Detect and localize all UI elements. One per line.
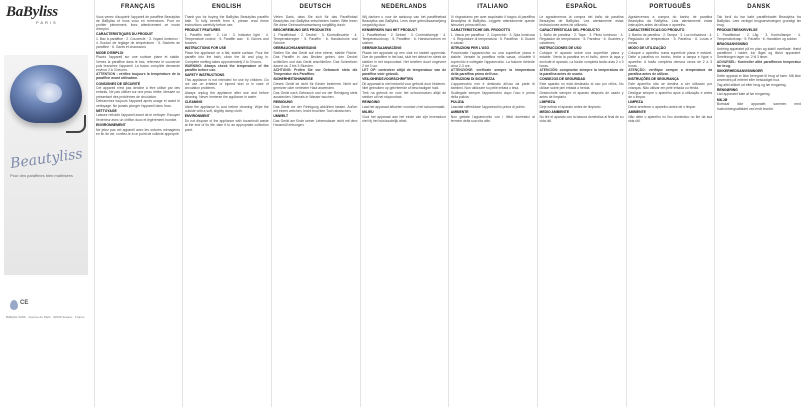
body-paragraph: Wij danken u voor de aankoop van het paraffinebad Beautyliss van BaByliss. Lees deze gebruiksaanwijzing zorgvuldig door. bbox=[362, 14, 447, 27]
section-heading: CONSEJOS DE SEGURIDAD bbox=[539, 77, 586, 82]
warning-text: WARNING: Always check the temperature of the paraffin before use. bbox=[184, 63, 269, 72]
language-body bbox=[717, 15, 801, 111]
column-divider bbox=[714, 0, 715, 407]
section-heading: CARACTERÍSTICAS DEL PRODUCTO bbox=[539, 28, 600, 33]
language-column bbox=[96, 4, 180, 406]
body-paragraph: Agradecemos a compra do banho de parafina Beautyliss da BaByliss. Leia atentamente estas instruções antes de utilizar o aparelho. bbox=[628, 14, 713, 27]
body-paragraph: Laissez refroidir l'appareil avant de le nettoyer. Essuyez l'extérieur avec un chiffon doux et légèrement humide. bbox=[96, 113, 180, 122]
section-heading: ENVIRONNEMENT bbox=[96, 122, 126, 127]
body-paragraph: Desenchufe siempre el aparato después de usarlo y antes de limpiarlo. bbox=[539, 90, 624, 100]
section-heading: GEBRUIKSAANWIJZING bbox=[362, 46, 402, 51]
language-column bbox=[450, 4, 535, 406]
body-paragraph: Allow the appliance to cool before cleaning. Wipe the outside with a soft, slightly damp cloth. bbox=[184, 105, 269, 114]
section-heading: LIMPEZA bbox=[628, 100, 644, 105]
body-paragraph: Do not dispose of the appliance with household waste at the end of its life; take it to an appropriate collection point. bbox=[184, 119, 269, 132]
section-heading: AMBIENTE bbox=[450, 110, 469, 115]
section-heading: UMWELT bbox=[273, 114, 289, 119]
section-heading: NETTOYAGE bbox=[96, 108, 117, 113]
section-heading: REINIGUNG bbox=[273, 100, 293, 105]
language-title: DANSK bbox=[747, 4, 771, 10]
product-name-script: Beautyliss bbox=[9, 146, 84, 172]
section-heading: KENMERKEN VAN HET PRODUCT bbox=[362, 28, 418, 33]
language-body bbox=[362, 15, 446, 124]
section-heading: MEDIO AMBIENTE bbox=[539, 110, 570, 115]
body-paragraph: Coloque o aparelho numa superfície plana e estável. Deite a parafina no banho, feche a tampa e ligue o aparelho. A fusão completa demora cerca de 2 a 3 horas. bbox=[628, 51, 713, 68]
body-paragraph: 1. Paraffinbad · 2. Låg · 3. Kontrollampe · 4. Temperaturknap · 5. Paraffin · 6. Handsker og sokker bbox=[716, 32, 801, 42]
body-paragraph: Não deite o aparelho no lixo doméstico no fim da sua vida útil. bbox=[628, 114, 713, 124]
body-paragraph: No tire el aparato con la basura doméstica al final de su vida útil. bbox=[539, 114, 624, 124]
body-paragraph: 1. Vasca per paraffina · 2. Coperchio · 3. Spia luminosa · 4. Regolatore di temperatura · 5. Paraffina · 6. Guanti e calzari bbox=[450, 32, 535, 46]
body-paragraph: Lasciate raffreddare l'apparecchio prima di pulirlo. bbox=[450, 105, 526, 110]
body-paragraph: 1. Paraffin bath · 2. Lid · 3. Indicator light · 4. Temperature control · 5. Paraffin wax · 6. Gloves and bootees bbox=[184, 32, 269, 46]
column-divider bbox=[360, 0, 361, 407]
language-body bbox=[96, 15, 180, 136]
warning-text: ATTENTION : vérifiez toujours la température de la paraffine avant utilisation. bbox=[96, 72, 180, 81]
product-tagline: Pour des paraffines bien maîtrisées bbox=[10, 173, 73, 178]
body-paragraph: Scollegate sempre l'apparecchio dopo l'uso e prima della pulizia. bbox=[450, 90, 535, 100]
paraffin-bath-insert bbox=[36, 83, 62, 103]
body-paragraph: Dieses Gerät ist nicht für Kinder bestimmt. Nicht auf gereizter oder verletzter Haut anwenden. bbox=[273, 82, 358, 91]
body-paragraph: Cet appareil n'est pas destiné à être utilisé par des enfants. Ne pas utiliser sur une peau irritée, blessée ou présentant des problèmes de circulation. bbox=[96, 86, 180, 99]
warning-text: ADVARSEL: Kontroller altid paraffinens temperatur før brug. bbox=[716, 59, 801, 68]
language-title: ITALIANO bbox=[477, 4, 509, 10]
brand-logo-sub: PARIS bbox=[36, 20, 58, 25]
body-paragraph: Tag altid stikket ud efter brug og før rengøring. bbox=[716, 82, 787, 87]
body-paragraph: Bortskaf ikke apparatet sammen med husholdningsaffaldet ved endt levetid. bbox=[716, 102, 801, 111]
language-title: NEDERLANDS bbox=[381, 4, 427, 10]
body-paragraph: Dit apparaat is niet bedoeld voor gebruik door kinderen. Niet gebruiken op geïrriteerde of beschadigde huid. bbox=[362, 82, 447, 91]
column-divider bbox=[182, 0, 183, 407]
body-paragraph: Lad apparatet køle af før rengøring. bbox=[716, 92, 771, 97]
body-paragraph: Plaats het apparaat op een vlak en stabiel oppervlak. Doe de paraffine in het bad, sluit het deksel en steek de stekker in het stopcontact. Het smelten duurt ongeveer 2 tot 3 uur. bbox=[362, 51, 447, 68]
body-paragraph: Das Gerät vor der Reinigung abkühlen lassen. Außen mit einem weichen, leicht feuchten Tuch abwischen. bbox=[273, 105, 358, 114]
body-paragraph: Non gettate l'apparecchio con i rifiuti domestici al termine della sua vita utile. bbox=[450, 114, 535, 124]
warning-text: ATENCIÓN: compruebe siempre la temperatura de la parafina antes de usarla. bbox=[539, 67, 624, 77]
section-heading: RENGØRING bbox=[716, 87, 738, 92]
language-title: PORTUGUÊS bbox=[649, 4, 691, 10]
body-paragraph: Placez l'appareil sur une surface plane et stable. Versez la paraffine dans le bac, refermez le couvercle puis branchez l'appareil. La fusion complète demande environ 2 à 3 heures. bbox=[96, 55, 180, 72]
warning-text: LET OP: controleer altijd de temperatuur van de paraffine vóór gebruik. bbox=[362, 67, 447, 77]
language-body bbox=[540, 15, 624, 124]
drop-icon bbox=[10, 300, 18, 310]
section-heading: SIKKERHEDSANVISNINGER bbox=[716, 68, 763, 73]
section-heading: CARACTERISTIQUES DU PRODUIT bbox=[96, 32, 153, 37]
body-paragraph: Vielen Dank, dass Sie sich für das Paraffinbad Beautyliss von BaByliss entschieden haben. Bitte lesen Sie diese Gebrauchsanweisung sorgfältig durch. bbox=[273, 14, 358, 27]
body-paragraph: Laat het apparaat afkoelen voordat u het schoonmaakt. bbox=[362, 105, 446, 110]
section-heading: PULIZIA bbox=[450, 100, 464, 105]
section-heading: INSTRUÇÕES DE SEGURANÇA bbox=[628, 77, 679, 82]
section-heading: AMBIENTE bbox=[628, 110, 646, 115]
body-paragraph: Das Gerät nach Gebrauch und vor der Reinigung stets ausstecken. Niemals in Wasser tauchen. bbox=[273, 90, 358, 100]
section-heading: SAFETY INSTRUCTIONS bbox=[184, 73, 225, 78]
body-paragraph: Trek na gebruik en vóór het schoonmaken altijd de stekker uit het stopcontact. bbox=[362, 90, 447, 100]
section-heading: MODE D'EMPLOI bbox=[96, 50, 124, 55]
language-title: ESPAÑOL bbox=[565, 4, 598, 10]
language-column bbox=[184, 4, 269, 406]
section-heading: BRUGSANVISNING bbox=[716, 42, 748, 47]
section-heading: MILJØ bbox=[716, 97, 728, 102]
section-heading: CARATTERISTICHE DEL PRODOTTO bbox=[450, 28, 511, 33]
cover-panel bbox=[0, 0, 92, 407]
body-paragraph: L'apparecchio non è destinato all'uso da parte di bambini. Non utilizzare su pelle irritata o lesa. bbox=[450, 82, 535, 91]
language-column bbox=[628, 4, 713, 406]
language-body bbox=[628, 15, 712, 124]
section-heading: MILIEU bbox=[362, 110, 374, 115]
body-paragraph: Das Gerät am Ende seiner Lebensdauer nicht mit dem Hausmüll entsorgen. bbox=[273, 119, 358, 128]
section-heading: CLEANING bbox=[184, 100, 203, 105]
section-heading: ENVIRONMENT bbox=[184, 114, 210, 119]
brand-logo: BaByliss bbox=[6, 4, 58, 20]
body-paragraph: Coloque el aparato sobre una superficie plana y estable. Vierta la parafina en el baño, cierre la tapa y enchufe el aparato. La fusión completa tarda unas 2 o 3 horas. bbox=[539, 51, 624, 68]
section-heading: MODO DE UTILIZAÇÃO bbox=[628, 46, 666, 51]
column-divider bbox=[537, 0, 538, 407]
language-column bbox=[716, 4, 801, 406]
body-paragraph: Vous venez d'acquérir l'appareil de paraffine Beautyliss de BaByliss et nous vous en remercions. Pour en profiter pleinement, lisez attentivement ce mode d'emploi. bbox=[96, 14, 180, 32]
body-paragraph: 1. Banho de parafina · 2. Tampa · 3. Luz indicadora · 4. Regulador de temperatura · 5. Parafina · 6. Luvas e meias bbox=[628, 32, 713, 46]
section-heading: ISTRUZIONI PER L'USO bbox=[450, 46, 490, 51]
product-photo bbox=[4, 55, 88, 275]
warning-text: ACHTUNG: Prüfen Sie vor Gebrauch stets die Temperatur des Paraffins. bbox=[273, 67, 358, 77]
body-paragraph: Anbring apparatet på en plan og stabil overflade. Hæld paraffinen i badet, luk låget og tilslut apparatet. Smeltningen tager ca. 2 til 3 timer. bbox=[716, 46, 801, 60]
section-heading: INSTRUCTIONS FOR USE bbox=[184, 46, 227, 51]
body-paragraph: Stellen Sie das Gerät auf eine ebene, stabile Fläche. Das Paraffin in das Becken geben, den Deckel schließen und das Gerät anschließen. Das Schmelzen dauert ca. 2 bis 3 Stunden. bbox=[273, 51, 358, 68]
section-heading: CARACTERÍSTICAS DO PRODUTO bbox=[628, 28, 685, 33]
body-paragraph: Always unplug the appliance after use and before cleaning. Never immerse the appliance in water. bbox=[184, 90, 269, 100]
language-title: DEUTSCH bbox=[299, 4, 332, 10]
body-paragraph: Thank you for buying the BaByliss Beautyliss paraffin bath. To fully benefit from it, please read these instructions carefully before use. bbox=[184, 14, 269, 27]
body-paragraph: 1. Baño de parafina · 2. Tapa · 3. Piloto luminoso · 4. Regulador de temperatura · 5. Parafina · 6. Guantes y calcetines bbox=[539, 32, 624, 46]
power-cable-image bbox=[66, 115, 86, 133]
section-heading: ISTRUZIONI DI SICUREZZA bbox=[450, 77, 495, 82]
language-column bbox=[539, 4, 624, 406]
body-paragraph: Ne jetez pas cet appareil avec les ordures ménagères en fin de vie, confiez-le à un point de collecte approprié. bbox=[96, 127, 180, 136]
column-divider bbox=[626, 0, 627, 407]
body-paragraph: Desligue sempre o aparelho após a utilização e antes de o limpar. bbox=[628, 90, 713, 100]
section-heading: LIMPIEZA bbox=[539, 100, 556, 105]
warning-text: ATENÇÃO: verifique sempre a temperatura da parafina antes de utilizar. bbox=[628, 67, 713, 77]
section-heading: VEILIGHEIDSVOORSCHRIFTEN bbox=[362, 77, 413, 82]
body-paragraph: Le agradecemos la compra del baño de parafina Beautyliss de BaByliss. Lea atentamente estas instrucciones antes de utilizarlo. bbox=[539, 14, 624, 27]
language-column bbox=[362, 4, 447, 406]
body-paragraph: 1. Bac à paraffine · 2. Couvercle · 3. Voyant lumineux · 4. Bouton de réglage de température · 5. Sachets de paraffine · 6. Gants et chaussons bbox=[96, 37, 180, 50]
body-paragraph: Gooi het apparaat aan het einde van zijn levensduur niet bij het huishoudelijk afval. bbox=[362, 114, 447, 124]
section-heading: PRODUKTBESKRIVELSE bbox=[716, 28, 758, 33]
body-paragraph: 1. Paraffinbad · 2. Deckel · 3. Kontrollleuchte · 4. Temperaturregler · 5. Paraffin · 6. Handschuhe und Schuhe bbox=[273, 32, 358, 46]
section-heading: SICHERHEITSHINWEISE bbox=[273, 77, 313, 82]
language-body bbox=[273, 15, 357, 128]
body-paragraph: Posizionate l'apparecchio su una superficie piana e stabile. Versate la paraffina nella vasca, chiudete il coperchio e collegate l'apparecchio. La fusione richiede circa 2-3 ore. bbox=[450, 51, 535, 68]
body-paragraph: Este aparelho não se destina a ser utilizado por crianças. Não utilizar em pele irritada ou ferida. bbox=[628, 82, 713, 91]
section-heading: PRODUCT FEATURES bbox=[184, 28, 221, 33]
ce-mark-icon: CE bbox=[20, 300, 29, 306]
language-column bbox=[273, 4, 358, 406]
manufacturer-info: BaByliss SARL · Avenue de Paris · 92330 Sceaux · France bbox=[6, 315, 85, 319]
language-body bbox=[451, 15, 535, 124]
column-divider bbox=[448, 0, 449, 407]
column-divider bbox=[94, 0, 95, 407]
language-body bbox=[185, 15, 269, 132]
body-paragraph: This appliance is not intended for use by children. Do not use on irritated or injured skin or in case of circulation problems. bbox=[184, 77, 269, 91]
body-paragraph: 1. Paraffinebad · 2. Deksel · 3. Controlelampje · 4. Temperatuurknop · 5. Paraffine · 6. Handschoenen en sokken bbox=[362, 32, 447, 46]
section-heading: CONSIGNES DE SÉCURITÉ bbox=[96, 81, 141, 86]
body-paragraph: Débranchez toujours l'appareil après usage et avant le nettoyage. Ne jamais plonger l'appareil dans l'eau. bbox=[96, 99, 180, 108]
language-title: ENGLISH bbox=[211, 4, 242, 10]
body-paragraph: Place the appliance on a flat, stable surface. Pour the paraffin into the bath, close the lid and plug in. Complete melting takes approximately 2 to 3 hours. bbox=[184, 51, 269, 64]
body-paragraph: Deje enfriar el aparato antes de limpiarlo. bbox=[539, 105, 602, 110]
section-heading: BESCHREIBUNG DES PRODUKTES bbox=[273, 28, 332, 33]
column-divider bbox=[271, 0, 272, 407]
body-paragraph: Vi ringraziamo per aver acquistato il bagno di paraffina Beautyliss di BaByliss. Leggete attentamente queste istruzioni prima dell'uso. bbox=[450, 14, 535, 27]
body-paragraph: Este aparato no está destinado al uso por niños. No utilizar sobre piel irritada o herida. bbox=[539, 82, 624, 91]
section-heading: INSTRUCCIONES DE USO bbox=[539, 46, 582, 51]
body-paragraph: Tak fordi du har købt paraffinbadet Beautyliss fra BaByliss. Læs venligst brugsanvisningen grundigt før brug. bbox=[716, 14, 801, 27]
section-heading: GEBRAUCHSANWEISUNG bbox=[273, 46, 317, 51]
section-heading: REINIGING bbox=[362, 100, 380, 105]
body-paragraph: Deixe arrefecer o aparelho antes de o limpar. bbox=[628, 105, 697, 110]
language-title: FRANÇAIS bbox=[120, 4, 156, 10]
body-paragraph: Dette apparat er ikke beregnet til brug af børn. Må ikke anvendes på irriteret eller beskadiget hud. bbox=[716, 73, 801, 82]
warning-text: ATTENZIONE: verificate sempre la temperatura della paraffina prima dell'uso. bbox=[450, 67, 535, 77]
